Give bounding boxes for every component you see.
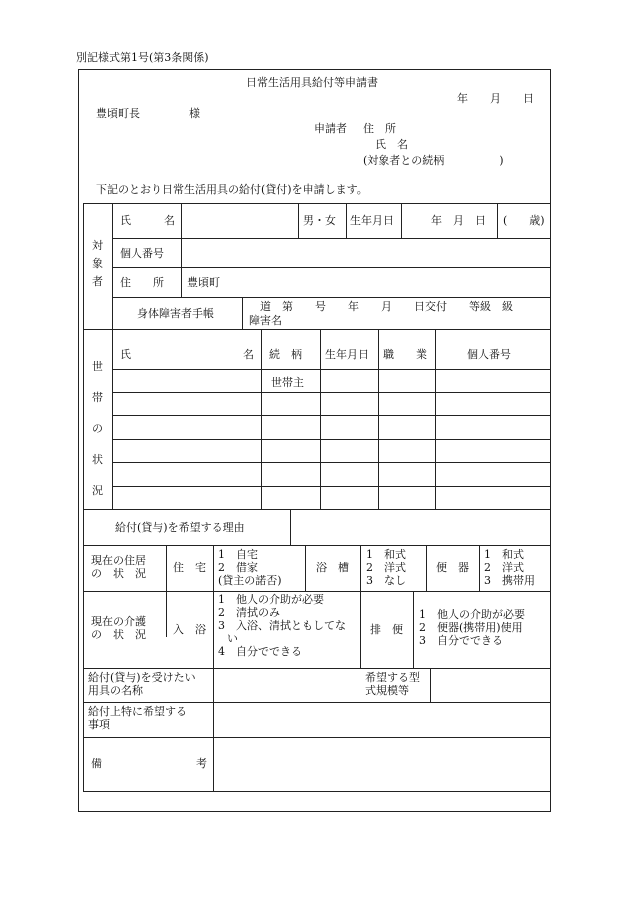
household-birthdate-col: 生年月日 — [325, 348, 369, 361]
application-date: 年 月 日 — [457, 92, 534, 105]
subject-name-label: 氏 名 — [120, 214, 175, 227]
recipient: 豊頃町長 — [96, 107, 140, 120]
reason-label: 給付(貸与)を希望する理由 — [115, 521, 245, 534]
household-personal-number-col: 個人番号 — [467, 348, 511, 361]
recipient-honorific: 様 — [189, 107, 200, 120]
house-label: 住 宅 — [173, 561, 206, 574]
applicant-label: 申請者 — [314, 122, 347, 135]
care-status-label: 現在の介護 の 状 況 — [91, 615, 146, 641]
birthdate-value: 年 月 日 — [431, 214, 486, 227]
equipment-model-label: 希望する型 式規模等 — [365, 671, 420, 697]
equipment-name-label: 給付(貸与)を受けたい 用具の名称 — [88, 671, 196, 697]
personal-number-label: 個人番号 — [120, 247, 164, 260]
care-bath-options: 1 他人の介助が必要 2 清拭のみ 3 入浴、清拭ともしてな い 4 自分でできる — [218, 593, 346, 658]
remarks-label-left: 備 — [91, 757, 102, 770]
household-relation-col: 続 柄 — [269, 348, 302, 361]
household-side-label: 世 帯 の 状 況 — [92, 360, 103, 497]
subject-address-value: 豊頃町 — [187, 276, 220, 289]
house-options: 1 自宅 2 借家 (貸主の諾否) — [218, 548, 282, 587]
bathtub-options: 1 和式 2 洋式 3 なし — [366, 548, 406, 587]
birthdate-label: 生年月日 — [350, 214, 394, 227]
application-table — [83, 203, 551, 791]
disability-name-label: 障害名 — [249, 314, 282, 327]
housing-status-label: 現在の住居 の 状 況 — [91, 554, 146, 580]
household-name-col-left: 氏 — [120, 348, 131, 361]
household-name-col-right: 名 — [243, 348, 254, 361]
special-requests-label: 給付上特に希望する 事項 — [88, 705, 187, 731]
applicant-name-label: 氏 名 — [375, 138, 408, 151]
applicant-relation: (対象者との続柄 ) — [363, 154, 504, 167]
gender-choice: 男・女 — [303, 214, 336, 227]
applicant-address-label: 住 所 — [363, 122, 396, 135]
form-reference: 別記様式第1号(第3条関係) — [76, 51, 209, 64]
bathtub-label: 浴 槽 — [316, 561, 349, 574]
care-excretion-label: 排 便 — [370, 623, 403, 636]
age-field: ( 歳) — [503, 214, 545, 227]
form-title: 日常生活用具給付等申請書 — [246, 76, 378, 89]
care-excretion-options: 1 他人の介助が必要 2 便器(携帯用)使用 3 自分でできる — [419, 608, 525, 647]
subject-address-label: 住 所 — [120, 276, 164, 289]
handbook-issue-line: 道 第 号 年 月 日交付 等級 級 — [260, 300, 513, 313]
intro-text: 下記のとおり日常生活用具の給付(貸付)を申請します。 — [96, 183, 368, 196]
household-occupation-col: 職 業 — [383, 348, 427, 361]
disability-handbook-label: 身体障害者手帳 — [137, 307, 214, 320]
remarks-label-right: 考 — [196, 757, 207, 770]
toilet-label: 便 器 — [436, 561, 469, 574]
toilet-options: 1 和式 2 洋式 3 携帯用 — [484, 548, 535, 587]
subject-side-label: 対 象 者 — [92, 239, 103, 288]
head-of-household: 世帯主 — [271, 376, 304, 389]
care-bath-label: 入 浴 — [173, 623, 206, 636]
